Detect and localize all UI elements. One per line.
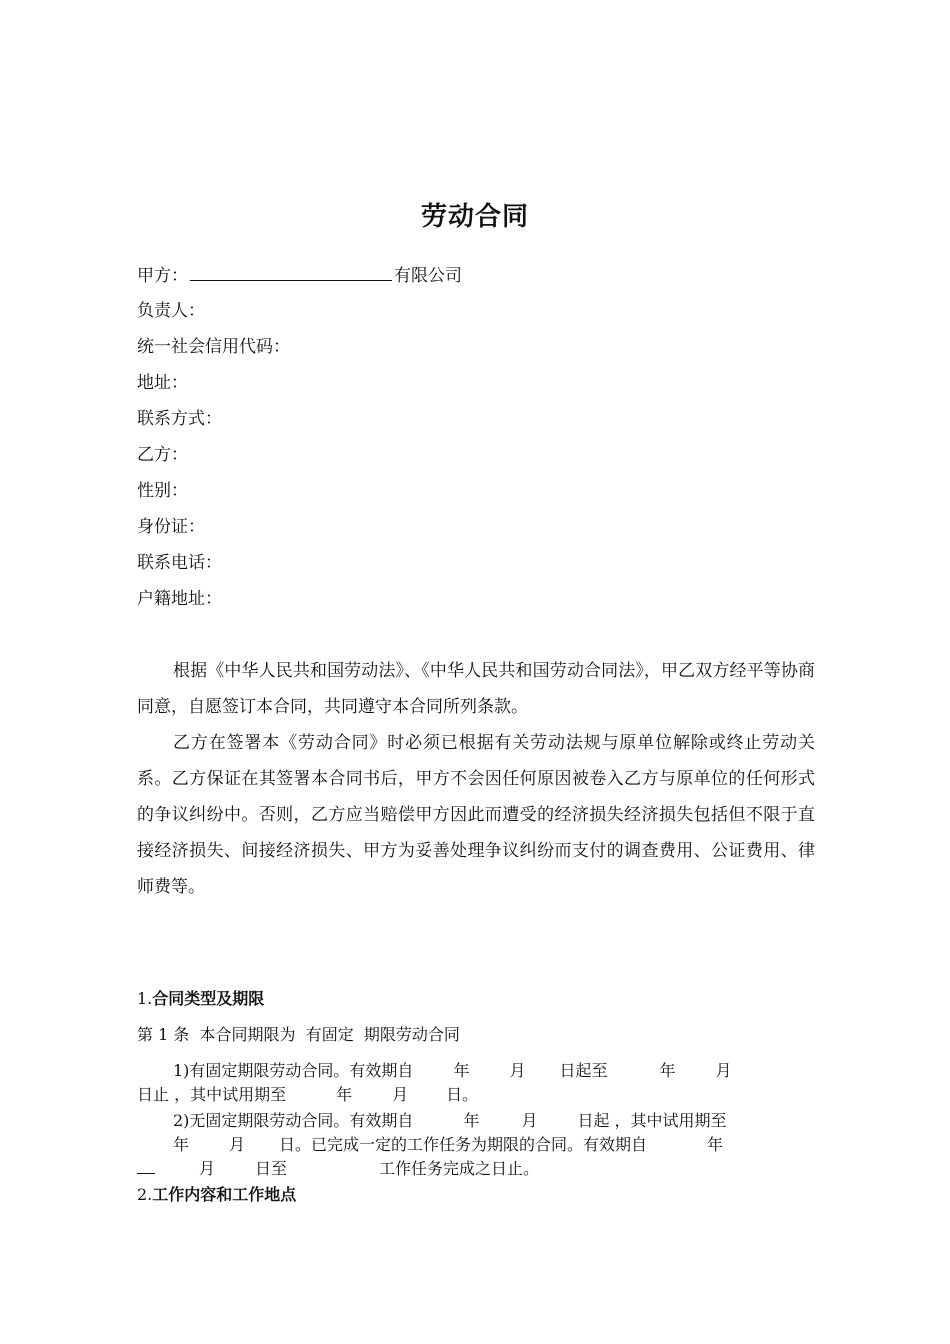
contact-field: 联系方式： — [137, 409, 222, 429]
document-title: 劳动合同 — [420, 202, 529, 232]
item-1-line-1 — [173, 1059, 732, 1083]
party-a-suffix: 有限公司 — [394, 266, 462, 286]
item-1-year-2: 年 — [659, 1061, 676, 1080]
party-b-field: 乙方： — [137, 445, 188, 465]
item-1-month-2: 月 — [715, 1061, 732, 1080]
item-2-end: 工作任务完成之日止。 — [379, 1159, 540, 1178]
item-2-to: 日至 — [255, 1159, 288, 1178]
gender-field: 性别： — [137, 481, 188, 501]
address-field: 地址： — [137, 373, 188, 393]
party-a-line — [137, 262, 462, 298]
item-1-month: 月 — [509, 1061, 526, 1080]
item-1-year-3: 年 — [336, 1085, 353, 1104]
item-1-probation: 日止 ，其中试用期至 — [137, 1085, 287, 1104]
item-2-year-2: 年 — [173, 1135, 190, 1154]
item-2-month-2: 月 — [229, 1135, 246, 1154]
item-2-month: 月 — [521, 1111, 538, 1130]
preamble-paragraph-1: 根据《中华人民共和国劳动法》、《中华人民共和国劳动合同法》，甲乙双方经平等协商同意，自愿签订本合同，共同遵守本合同所列条款。 — [137, 661, 815, 717]
item-2-year-3: 年 — [707, 1135, 724, 1154]
item-1-text: 1)有固定期限劳动合同。有效期自 — [173, 1061, 414, 1080]
article-1: 第 1 条 本合同期限为 有固定 期限劳动合同 — [137, 1025, 460, 1044]
household-address-field: 户籍地址： — [137, 589, 222, 609]
item-2-line-1 — [173, 1109, 727, 1133]
responsible-person-field: 负责人： — [137, 301, 205, 321]
party-a-label: 甲方： — [137, 266, 188, 286]
credit-code-field: 统一社会信用代码： — [137, 337, 290, 357]
item-1-day-3: 日。 — [446, 1085, 479, 1104]
section-2-heading — [137, 1183, 296, 1207]
phone-field: 联系电话： — [137, 553, 222, 573]
section-2-title: 工作内容和工作地点 — [152, 1185, 297, 1204]
preamble-paragraph-2: 乙方在签署本《劳动合同》时必须已根据有关劳动法规与原单位解除或终止劳动关系。乙方保证在其签署本合同书后，甲方不会因任何原因被卷入乙方与原单位的任何形式的争议纠纷中。否则，乙方应当赔偿甲方因此而遭受的经济损失经济损失包括但不限于直接经济损失、间接经济损失、甲方为妥善处理争议纠纷而支付的调查费用、公证费用、律师费等。 — [137, 733, 815, 897]
item-1-line-2 — [137, 1083, 478, 1107]
item-2-from: 日起 ，其中试用期至 — [577, 1111, 727, 1130]
item-1-from: 日起至 — [559, 1061, 608, 1080]
item-2-line-3 — [137, 1157, 539, 1181]
id-card-field: 身份证： — [137, 517, 205, 537]
item-1-year: 年 — [453, 1061, 470, 1080]
item-2-month-3: 月 — [199, 1159, 216, 1178]
party-a-blank[interactable] — [190, 262, 392, 281]
party-info — [137, 262, 462, 622]
section-1-number: 1. — [137, 989, 153, 1008]
item-2-rest: 日。已完成一定的工作任务为期限的合同。有效期自 — [279, 1135, 648, 1154]
item-2-year: 年 — [463, 1111, 480, 1130]
section-2-number: 2. — [137, 1185, 153, 1204]
section-1-title: 合同类型及期限 — [152, 989, 265, 1008]
item-2-text: 2)无固定期限劳动合同。有效期自 — [173, 1111, 414, 1130]
section-1-heading — [137, 987, 264, 1011]
item-1-month-3: 月 — [392, 1085, 409, 1104]
item-2-line-2 — [137, 1133, 723, 1157]
